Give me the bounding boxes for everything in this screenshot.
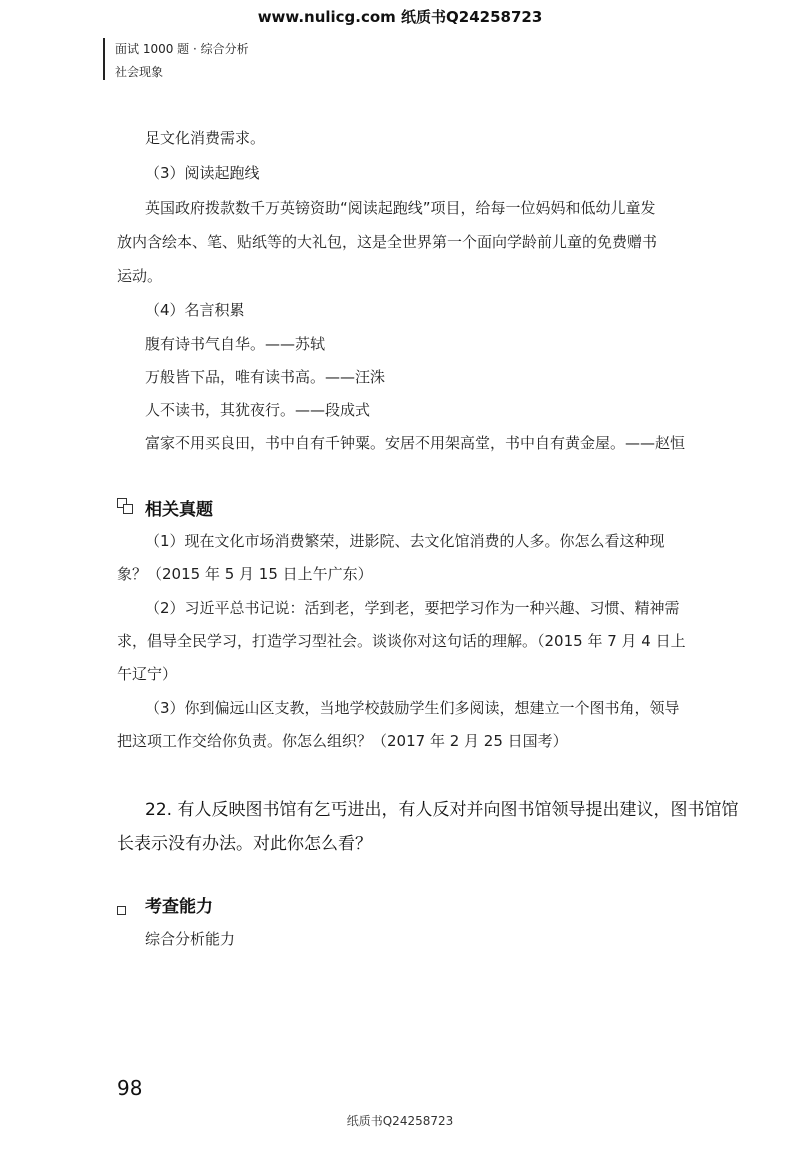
ability-square-icon [117,900,126,919]
item-3-heading: （3）阅读起跑线 [145,164,260,182]
bottom-watermark: 纸质书Q24258723 [346,1114,454,1128]
ability-heading: 考查能力 [145,897,213,917]
related-question-line: 求，倡导全民学习，打造学习型社会。谈谈你对这句话的理解。（2015 年 7 月 4 日上 [117,632,686,650]
related-question-line: 象？（2015 年 5 月 15 日上午广东） [117,565,373,583]
body-line: 足文化消费需求。 [145,129,266,147]
body-line: 运动。 [117,267,163,285]
related-question-line: （3）你到偏远山区支教，当地学校鼓励学生们多阅读，想建立一个图书角，领导 [145,699,680,717]
quote-line: 腹有诗书气自华。——苏轼 [145,335,326,353]
related-questions-icon [117,498,133,514]
related-question-line: （1）现在文化市场消费繁荣，进影院、去文化馆消费的人多。你怎么看这种现 [145,532,665,550]
running-header-title: 面试 1000 题 · 综合分析 [115,42,249,56]
question-22-line: 22. 有人反映图书馆有乞丐进出，有人反对并向图书馆领导提出建议，图书馆馆 [145,800,739,820]
quote-line: 人不读书，其犹夜行。——段成式 [145,401,371,419]
ability-text: 综合分析能力 [145,930,236,948]
related-question-line: 把这项工作交给你负责。你怎么组织？（2017 年 2 月 25 日国考） [117,732,568,750]
related-questions-heading: 相关真题 [145,500,213,520]
page-number: 98 [117,1076,143,1100]
item-4-heading: （4）名言积累 [145,301,245,319]
question-22-line: 长表示没有办法。对此你怎么看？ [117,834,372,854]
body-line: 放内含绘本、笔、贴纸等的大礼包，这是全世界第一个面向学龄前儿童的免费赠书 [117,233,658,251]
header-divider [103,38,105,80]
quote-line: 富家不用买良田，书中自有千钟粟。安居不用架高堂，书中自有黄金屋。——赵恒 [145,434,686,452]
running-header-subtitle: 社会现象 [115,65,164,79]
related-question-line: 午辽宁） [117,665,178,683]
quote-line: 万般皆下品，唯有读书高。——汪洙 [145,368,386,386]
top-watermark: www.nulicg.com 纸质书Q24258723 [257,8,543,26]
related-question-line: （2）习近平总书记说：活到老，学到老，要把学习作为一种兴趣、习惯、精神需 [145,599,680,617]
body-line: 英国政府拨款数千万英镑资助“阅读起跑线”项目，给每一位妈妈和低幼儿童发 [145,199,656,217]
